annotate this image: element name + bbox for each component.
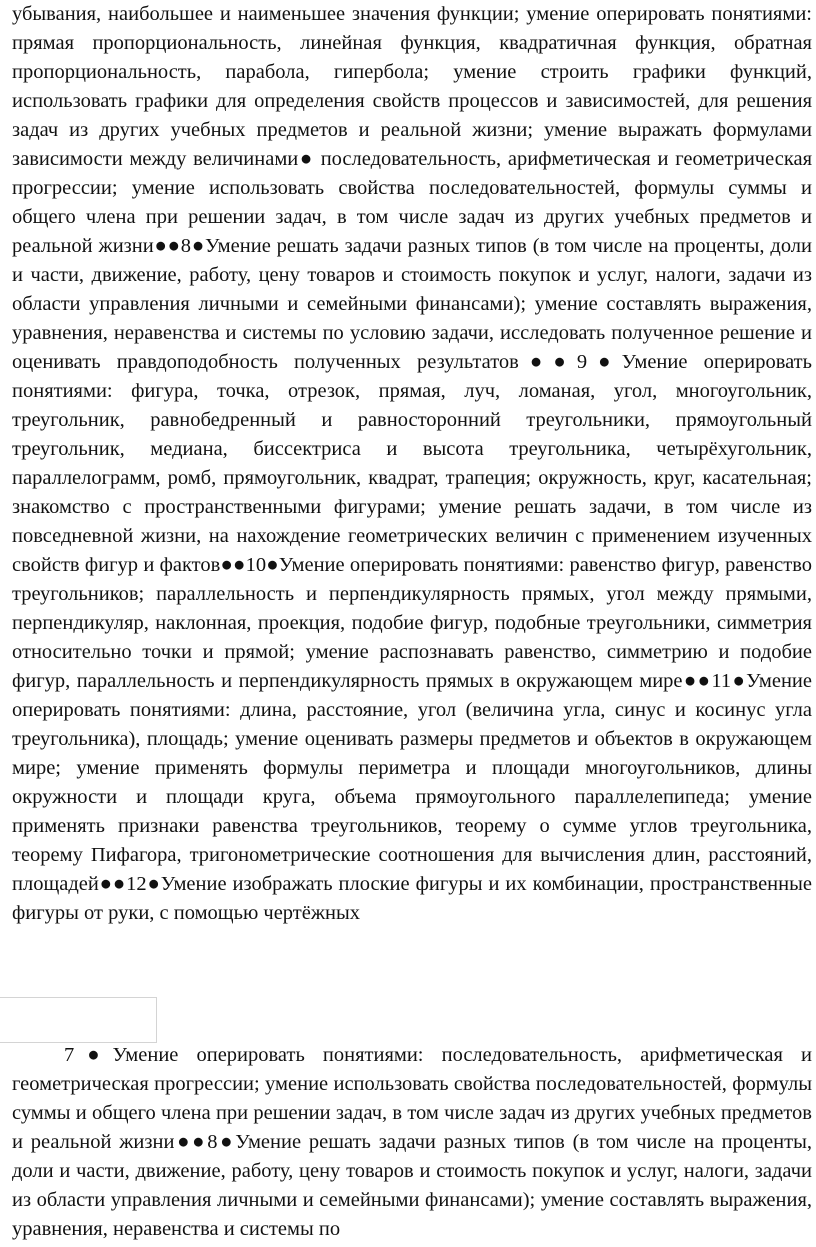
empty-frame	[0, 997, 157, 1043]
body-paragraph-1: убывания, наибольшее и наименьшее значения функции; умение оперировать понятиями: прямая пропорциональность, линейная функция, квадратичная функция, обратная пропорциональность, парабола, гипербола; умение строить графики функций, использовать графики для определения свойств процессов и зависимостей, для решения задач из других учебных предметов и реальной жизни; умение выражать формулами зависимости между величинами● последовательность, арифметическая и геометрическая прогрессии; умение использовать свойства последовательностей, формулы суммы и общего члена при решении задач, в том числе задач из других учебных предметов и реальной жизни●●8●Умение решать задачи разных типов (в том числе на проценты, доли и части, движение, работу, цену товаров и стоимость покупок и услуг, налоги, задачи из области управления личными и семейными финансами); умение составлять выражения, уравнения, неравенства и системы по условию задачи, исследовать полученное решение и оценивать правдоподобность полученных результатов●●9●Умение оперировать понятиями: фигура, точка, отрезок, прямая, луч, ломаная, угол, многоугольник, треугольник, равнобедренный и равносторонний треугольники, прямоугольный треугольник, медиана, биссектриса и высота треугольника, четырёхугольник, параллелограмм, ромб, прямоугольник, квадрат, трапеция; окружность, круг, касательная; знакомство с пространственными фигурами; умение решать задачи, в том числе из повседневной жизни, на нахождение геометрических величин с применением изученных свойств фигур и фактов●●10●Умение оперировать понятиями: равенство фигур, равенство треугольников; параллельность и перпендикулярность прямых, угол между прямыми, перпендикуляр, наклонная, проекция, подобие фигур, подобные треугольники, симметрия относительно точки и прямой; умение распознавать равенство, симметрию и подобие фигур, параллельность и перпендикулярность прямых в окружающем мире●●11●Умение оперировать понятиями: длина, расстояние, угол (величина угла, синус и косинус угла треугольника), площадь; умение оценивать размеры предметов и объектов в окружающем мире; умение применять формулы периметра и площади многоугольников, длины окружности и площади круга, объема прямоугольного параллелепипеда; умение применять признаки равенства треугольников, теорему о сумме углов треугольника, теорему Пифагора, тригонометрические соотношения для вычисления длин, расстояний, площадей●●12●Умение изображать плоские фигуры и их комбинации, пространственные фигуры от руки, с помощью чертёжных	[12, 3, 812, 924]
body-paragraph-2: 7●Умение оперировать понятиями: последовательность, арифметическая и геометрическая прогрессии; умение использовать свойства последовательностей, формулы суммы и общего члена при решении задач, в том числе задач из других учебных предметов и реальной жизни●●8●Умение решать задачи разных типов (в том числе на проценты, доли и части, движение, работу, цену товаров и стоимость покупок и услуг, налоги, задачи из области управления личными и семейными финансами); умение составлять выражения, уравнения, неравенства и системы по	[12, 1044, 812, 1240]
